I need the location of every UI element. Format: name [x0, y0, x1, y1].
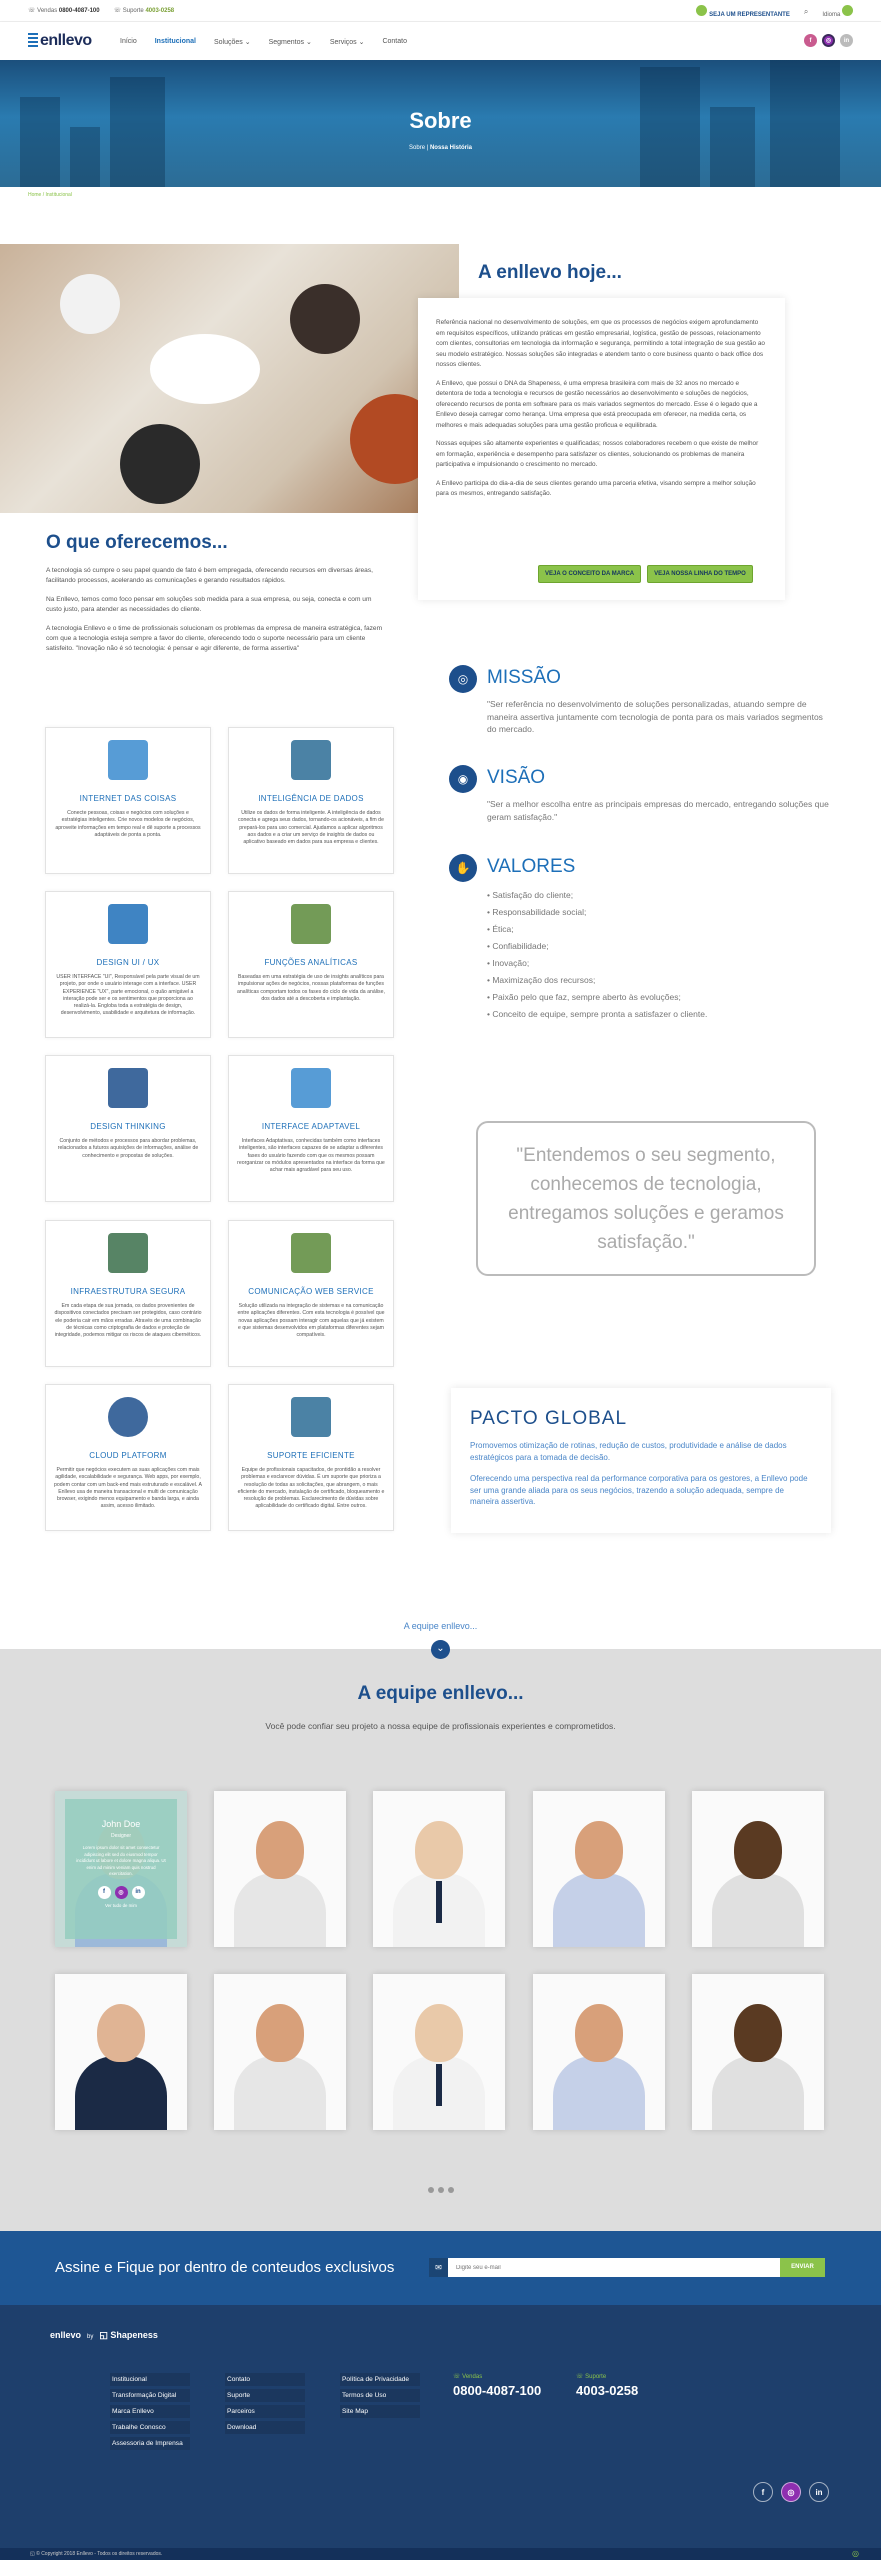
menu-item-inicio[interactable]: Início [120, 38, 137, 45]
footer-vendas [453, 2373, 541, 2398]
service-card-text: Equipe de profissionais capacitados, de prontidão a resolver problemas e esclarecer dúvidas. É um suporte que prioriza a resolução de todas as solicitações, que abrangem, o mais eficiente do mercado, instalação de certificado, bloqueamento e resolução de problemas. Esclarecimento de dúvidas sobre aplicabilidade do certificado digital. Entre outros. [237, 1467, 385, 1510]
valor-item: • Ética; [487, 924, 514, 934]
person-tie [436, 2064, 442, 2106]
team-meeting-photo [0, 244, 459, 513]
service-card-text: Interfaces Adaptativas, conhecidas também como interfaces inteligentes, são interfaces capazes de se adaptar a diferentes fases do usuário fazendo com que os mesmos possam reorganizar os módulos apresentados na interface da forma que achar mais agradável para seu uso. [237, 1138, 385, 1174]
team-member-card[interactable] [533, 1791, 665, 1947]
design-icon [108, 904, 148, 944]
person-head [575, 2004, 623, 2062]
newsletter-bar [0, 2231, 881, 2305]
pacto-paragraph: Oferecendo uma perspectiva real da performance corporativa para os gestores, a Enllevo pode ser uma grande aliada para os seus negócios, trazendo a solução adequada, sempre de maneira assertiva. [470, 1474, 808, 1506]
suporte-info: ☏ Suporte 4003-0258 [113, 8, 175, 14]
person-head [256, 1821, 304, 1879]
valor-item: • Confiabilidade; [487, 941, 549, 951]
footer-link[interactable]: Trabalhe Conosco [110, 2421, 190, 2434]
footer-link[interactable]: Institucional [110, 2373, 190, 2386]
service-card-title: COMUNICAÇÃO WEB SERVICE [248, 1287, 374, 1296]
suporte-phone: 4003-0258 [576, 2383, 639, 2398]
service-card [228, 891, 394, 1038]
service-card-text: Conecte pessoas, coisas e negócios com soluções e estratégias inteligentes. Crie novos modelos de negócios, aproveite informações em tempo real e dê suporte a processos adaptáveis de ponta a ponta. [55, 810, 201, 838]
oferecemos-paragraph: A tecnologia só cumpre o seu papel quando de fato é bem empregada, oferecendo recursos em diversas áreas, facilitando processos, acelerando as comunicações e gerando resultados rápidos. [46, 567, 373, 584]
breadcrumb: Home / Institucional [28, 192, 72, 198]
service-card [45, 891, 211, 1038]
valores-title: VALORES [487, 856, 576, 877]
person-body [553, 1873, 645, 1947]
service-card-text: Em cada etapa de sua jornada, os dados provenientes de dispositivos conectados precisam ser protegidos, caso contrário ele poderia cair em mãos erradas. Através de uma combinação de técnicas como criptografia de dados e proteção de integridade, podemos mitigar os riscos de ataques cibernéticos. [54, 1303, 202, 1339]
footer-suporte [576, 2373, 638, 2398]
person-body [553, 2056, 645, 2130]
oferecemos-paragraph: A tecnologia Enllevo e o time de profissionais solucionam os problemas da empresa de maneira estratégica, fazem com que a tecnologia esteja sempre a favor do cliente, oferecendo todo o suporte necessário para um cliente satisfeito. "Inovação não é só tecnologia: é pensar e agir diferente, de forma assertiva" [46, 625, 383, 652]
footer-col-contato [225, 2373, 305, 2437]
footer-link[interactable]: Termos de Uso [340, 2389, 420, 2402]
photo-detail [290, 284, 360, 354]
member-desc: Lorem ipsum dolor sit amet consectetur adipiscing elit sed do eiusmod tempor incididunt ut labore et dolore magna aliqua. Ut enim ad minim veniam quis nostrud exercitation. [76, 1845, 166, 1876]
pacto-global-box [451, 1388, 831, 1533]
team-member-card[interactable] [533, 1974, 665, 2130]
service-card-title: INTELIGÊNCIA DE DADOS [258, 794, 364, 803]
thinking-icon [108, 1068, 148, 1108]
missao-block [449, 665, 829, 755]
valor-item: • Responsabilidade social; [487, 907, 587, 917]
person-body [712, 2056, 804, 2130]
analytics-icon [291, 904, 331, 944]
oferecemos-title: O que oferecemos... [46, 532, 228, 553]
visao-title: VISÃO [487, 767, 546, 788]
service-card [45, 1220, 211, 1367]
carousel-dot[interactable] [448, 2187, 454, 2193]
photo-detail [60, 274, 120, 334]
email-input[interactable] [448, 2258, 780, 2277]
team-member-card[interactable] [373, 1974, 505, 2130]
service-card-title: INFRAESTRUTURA SEGURA [70, 1287, 186, 1296]
breadcrumb-current: Institucional [45, 192, 72, 198]
main-nav [0, 22, 881, 60]
service-card-title: SUPORTE EFICIENTE [267, 1451, 355, 1460]
eye-icon: ◉ [449, 765, 477, 793]
service-card-text: USER INTERFACE "UI", Responsável pela parte visual de um projeto, por onde o usuário interage com a interface. USER EXPERIENCE "UX", parte emocional, o quão amigável a interação pode ser e os sentimentos que proporciona ao realizá-la. Engloba toda a estratégia de design, desenvolvimento, usabilidade e arquitetura de informação. [56, 974, 200, 1017]
search-icon[interactable]: ⌕ [803, 6, 809, 16]
hoje-box [418, 298, 785, 600]
carousel-dot[interactable] [428, 2187, 434, 2193]
team-member-card[interactable] [373, 1791, 505, 1947]
user-icon [696, 5, 707, 16]
equipe-link[interactable]: A equipe enllevo... [403, 1621, 478, 1631]
target-icon: ◎ [449, 665, 477, 693]
team-member-card[interactable] [55, 1974, 187, 2130]
service-card-title: DESIGN THINKING [90, 1122, 166, 1131]
logo-mark-icon [28, 33, 38, 47]
person-tie [118, 2064, 124, 2106]
menu-item-contato[interactable]: Contato [382, 38, 407, 45]
pacto-title: PACTO GLOBAL [470, 1408, 628, 1429]
visao-text: "Ser a melhor escolha entre as principais empresas do mercado, entregando soluções que geram satisfação." [487, 799, 829, 822]
language-select[interactable]: Idioma [822, 5, 853, 18]
person-head [734, 2004, 782, 2062]
person-body [712, 1873, 804, 1947]
member-name: John Doe [101, 1819, 141, 1829]
copyright: ◱ © Copyright 2018 Enllevo - Todos os direitos reservados. ◎ [0, 2548, 881, 2560]
hoje-paragraph: A Enllevo participa do dia-a-dia de seus clientes gerando uma parceria efetiva, visando sempre a melhor solução para os mesmos, entregando satisfação. [436, 479, 756, 497]
cloud-icon [108, 1397, 148, 1437]
service-card-text: Permitir que negócios executem as suas aplicações com mais agilidade, escalabilidade e segurança. Web apps, por exemplo, podem contar com um back-end mais estruturado e escalável. A Enllevo usa de maneira transacional e multi de comunicação browser, exigindo menos equipamento e banda larga, e ainda assim, acesso ilimitado. [54, 1467, 202, 1510]
iot-icon [108, 740, 148, 780]
page-title: Sobre [409, 108, 472, 133]
valor-item: • Conceito de equipe, sempre pronta a satisfazer o cliente. [487, 1009, 708, 1019]
person-head [734, 1821, 782, 1879]
team-member-card[interactable] [214, 1791, 346, 1947]
shapeness-small-icon: ◱ [30, 2551, 37, 2557]
equipe-section [0, 1649, 881, 2231]
person-head [415, 2004, 463, 2062]
footer-link[interactable]: Assessoria de Imprensa [110, 2437, 190, 2450]
service-card-text: Conjunto de métodos e processos para abordar problemas, relacionados a futuros aquisições de informações, análise de conhecimento e propostas de soluções. [57, 1138, 199, 1159]
social-top [804, 34, 853, 47]
chevron-down-icon[interactable]: ⌄ [431, 1640, 450, 1659]
webservice-icon [291, 1233, 331, 1273]
person-head [575, 1821, 623, 1879]
person-tie [436, 1881, 442, 1923]
service-card [228, 1220, 394, 1367]
member-role: Designer [110, 1833, 131, 1839]
security-icon [108, 1233, 148, 1273]
hoje-paragraph: A Enllevo, que possui o DNA da Shapeness, é uma empresa brasileira com mais de 32 anos no mercado e detentora de toda a tecnologia e recursos de gestão necessários ao desenvolvimento e soluções de negócios, oferecendo recursos de ponta em software para os mais variados segmentos do mercado. Esse é o legado que a Enllevo deseja carregar como herança. Uma empresa que está preocupada em oferecer, na medida certa, os melhores e mais adequadas soluções para uma gestão proficua e equilibrada. [436, 379, 758, 429]
service-card [45, 1055, 211, 1202]
footer-link[interactable]: Marca Enllevo [110, 2405, 190, 2418]
person-head [415, 1821, 463, 1879]
logo[interactable]: enllevo [28, 32, 92, 50]
service-card [45, 727, 211, 874]
service-card-text: Solução utilizada na integração de sistemas e na comunicação entre aplicações diferentes. Com esta tecnologia é possível que novas aplicações possam interagir com aquelas que já existem e que sistemas desenvolvidos em plataformas diferentes sejam compatíveis. [237, 1303, 385, 1339]
footer-link[interactable]: Site Map [340, 2405, 420, 2418]
team-member-card[interactable] [692, 1791, 824, 1947]
service-card-title: CLOUD PLATFORM [89, 1451, 167, 1460]
footer-link[interactable]: Transformação Digital [110, 2389, 190, 2402]
instagram-icon[interactable]: ◎ [781, 2482, 801, 2502]
oferecemos-section [46, 532, 386, 663]
footer-logo[interactable]: enllevo by ◱ Shapeness [50, 2330, 158, 2340]
adaptive-icon [291, 1068, 331, 1108]
top-bar [0, 0, 881, 22]
member-hover-overlay [65, 1799, 177, 1939]
hero-breadcrumb: Sobre | Nossa História [409, 145, 472, 151]
service-card-title: DESIGN UI / UX [96, 958, 160, 967]
shapeness-logo-icon: ◱ [99, 2330, 111, 2340]
team-member-card[interactable] [55, 1791, 187, 1947]
footer-link[interactable]: Política de Privacidade [340, 2373, 420, 2386]
footer-link[interactable]: Download [225, 2421, 305, 2434]
service-card-title: INTERNET DAS COISAS [79, 794, 177, 803]
service-card [228, 1384, 394, 1531]
footer-link[interactable]: Suporte [225, 2389, 305, 2402]
breadcrumb-home[interactable]: Home [28, 192, 42, 198]
service-card [45, 1384, 211, 1531]
facebook-icon[interactable]: f [98, 1886, 111, 1899]
missao-text: "Ser referência no desenvolvimento de soluções personalizadas, atuando sempre de maneira assertiva juntamente com tecnologia de ponta para os mais variados segmentos do mercado. [487, 699, 823, 734]
conceito-marca-button[interactable]: VEJA O CONCEITO DA MARCA [538, 565, 641, 583]
support-icon [291, 1397, 331, 1437]
handshake-icon: ✋ [449, 854, 477, 882]
menu-item-solucoes[interactable]: Soluções ⌄ [213, 39, 251, 46]
menu-item-institucional[interactable]: Institucional [154, 38, 196, 45]
building-shape [70, 127, 100, 187]
quote-box: "Entendemos o seu segmento, conhecemos de tecnologia, entregamos soluções e geramos satisfação." [476, 1121, 816, 1276]
team-member-card[interactable] [692, 1974, 824, 2130]
hero-banner [0, 60, 881, 187]
vendas-phone: 0800-4087-100 [453, 2383, 542, 2398]
equipe-subtitle: Você pode confiar seu projeto a nossa equipe de profissionais experientes e comprometidos. [265, 1721, 616, 1731]
carousel-dot[interactable] [438, 2187, 444, 2193]
member-link[interactable]: Ver tudo de mim [105, 1902, 137, 1908]
service-card-title: INTERFACE ADAPTAVEL [261, 1122, 361, 1131]
hoje-paragraph: Nossas equipes são altamente experientes e qualificadas; nossos colaboradores recebem o que existe de melhor em formação, experiência e desempenho para satisfazer os clientes, solucionando os problemas de maneira participativa e impulsionando o crescimento no mercado. [436, 440, 759, 468]
service-card-title: FUNÇÕES ANALÍTICAS [264, 958, 358, 967]
facebook-icon[interactable]: f [753, 2482, 773, 2502]
service-card [228, 1055, 394, 1202]
photo-detail [150, 334, 260, 404]
service-card [228, 727, 394, 874]
vendas-info: ☏ Vendas 0800-4087-100 [28, 8, 100, 14]
team-member-card[interactable] [214, 1974, 346, 2130]
menu-item-servicos[interactable]: Serviços ⌄ [329, 39, 365, 46]
valor-item: • Maximização dos recursos; [487, 975, 596, 985]
linkedin-icon[interactable]: in [840, 34, 853, 47]
pacto-paragraph: Promovemos otimização de rotinas, redução de custos, produtividade e análise de dados estratégicos para a tomada de decisão. [470, 1441, 787, 1462]
linkedin-icon[interactable]: in [132, 1886, 145, 1899]
oferecemos-paragraph: Na Enllevo, temos como foco pensar em soluções sob medida para a sua empresa, ou seja, conecta e com um custo justo, para atender as necessidades do cliente. [46, 596, 372, 613]
person-head [97, 2004, 145, 2062]
newsletter-title: Assine e Fique por dentro de conteudos exclusivos [55, 2259, 395, 2276]
valor-item: • Inovação; [487, 958, 530, 968]
footer-link[interactable]: Parceiros [225, 2405, 305, 2418]
hoje-title: A enllevo hoje... [478, 262, 622, 283]
instagram-icon[interactable]: ◎ [115, 1886, 128, 1899]
carousel-dots [0, 2186, 881, 2195]
data-icon [291, 740, 331, 780]
flag-icon [842, 5, 853, 16]
service-card-text: Utilize os dados de forma inteligente. A inteligência de dados conecta e agrega seus dados, tornando-os acionáveis, a fim de prepará-los para uso comercial. Ajudamos a aplicar algoritmos aos dados e a criar um serviço de insights de dados ou aplicativo baseado em dados para sua empresa e clientes. [238, 810, 384, 846]
footer-col-legal [340, 2373, 420, 2421]
photo-detail [120, 424, 200, 504]
footer-col-institucional [110, 2373, 190, 2453]
service-card-text: Baseadas em uma estratégia de uso de insights analíticos para impulsionar ações de negócios, nossas plataformas de funções analíticas comportam todos os fases do ciclo de vida da análise, dos dados até a descoberta e implantação. [237, 974, 385, 1002]
person-head [256, 2004, 304, 2062]
visao-block [449, 765, 829, 835]
phone-icon: ☏ Suporte [576, 2374, 607, 2380]
person-body [234, 1873, 326, 1947]
hoje-paragraph: Referência nacional no desenvolvimento de soluções, em que os processos de negócios exigem aprofundamento em requisitos específicos, utilizando práticas em gestão empresarial, logística, gestão de pessoas, relacionamento com clientes, consultorias em tecnologia da informação e segurança, permitindo a total integração de sua gestão ao seu modelo estratégico. Nossas soluções são integradas e atendem tanto o core business quanto o back office dos nossos clientes. [436, 319, 765, 368]
representante-link[interactable]: SEJA UM REPRESENTANTE [696, 5, 789, 18]
valores-list [487, 887, 707, 1023]
mail-icon: ✉ [429, 2258, 448, 2277]
facebook-icon[interactable]: f [804, 34, 817, 47]
person-body [234, 2056, 326, 2130]
linha-tempo-button[interactable]: VEJA NOSSA LINHA DO TEMPO [647, 565, 753, 583]
linkedin-icon[interactable]: in [809, 2482, 829, 2502]
accessibility-icon[interactable]: ◎ [852, 2549, 859, 2558]
valores-block [449, 854, 829, 1024]
footer-link[interactable]: Contato [225, 2373, 305, 2386]
missao-title: MISSÃO [487, 667, 561, 688]
valor-item: • Paixão pelo que faz, sempre aberto às evoluções; [487, 992, 681, 1002]
equipe-title: A equipe enllevo... [357, 1683, 524, 1704]
menu-item-segmentos[interactable]: Segmentos ⌄ [268, 39, 312, 46]
instagram-icon[interactable]: ◎ [822, 34, 835, 47]
enviar-button[interactable]: ENVIAR [780, 2258, 825, 2277]
menu [120, 38, 407, 46]
footer-social [753, 2482, 829, 2502]
footer [0, 2305, 881, 2548]
valor-item: • Satisfação do cliente; [487, 890, 574, 900]
phone-icon: ☏ Vendas [453, 2374, 483, 2380]
hoje-buttons [538, 565, 753, 583]
